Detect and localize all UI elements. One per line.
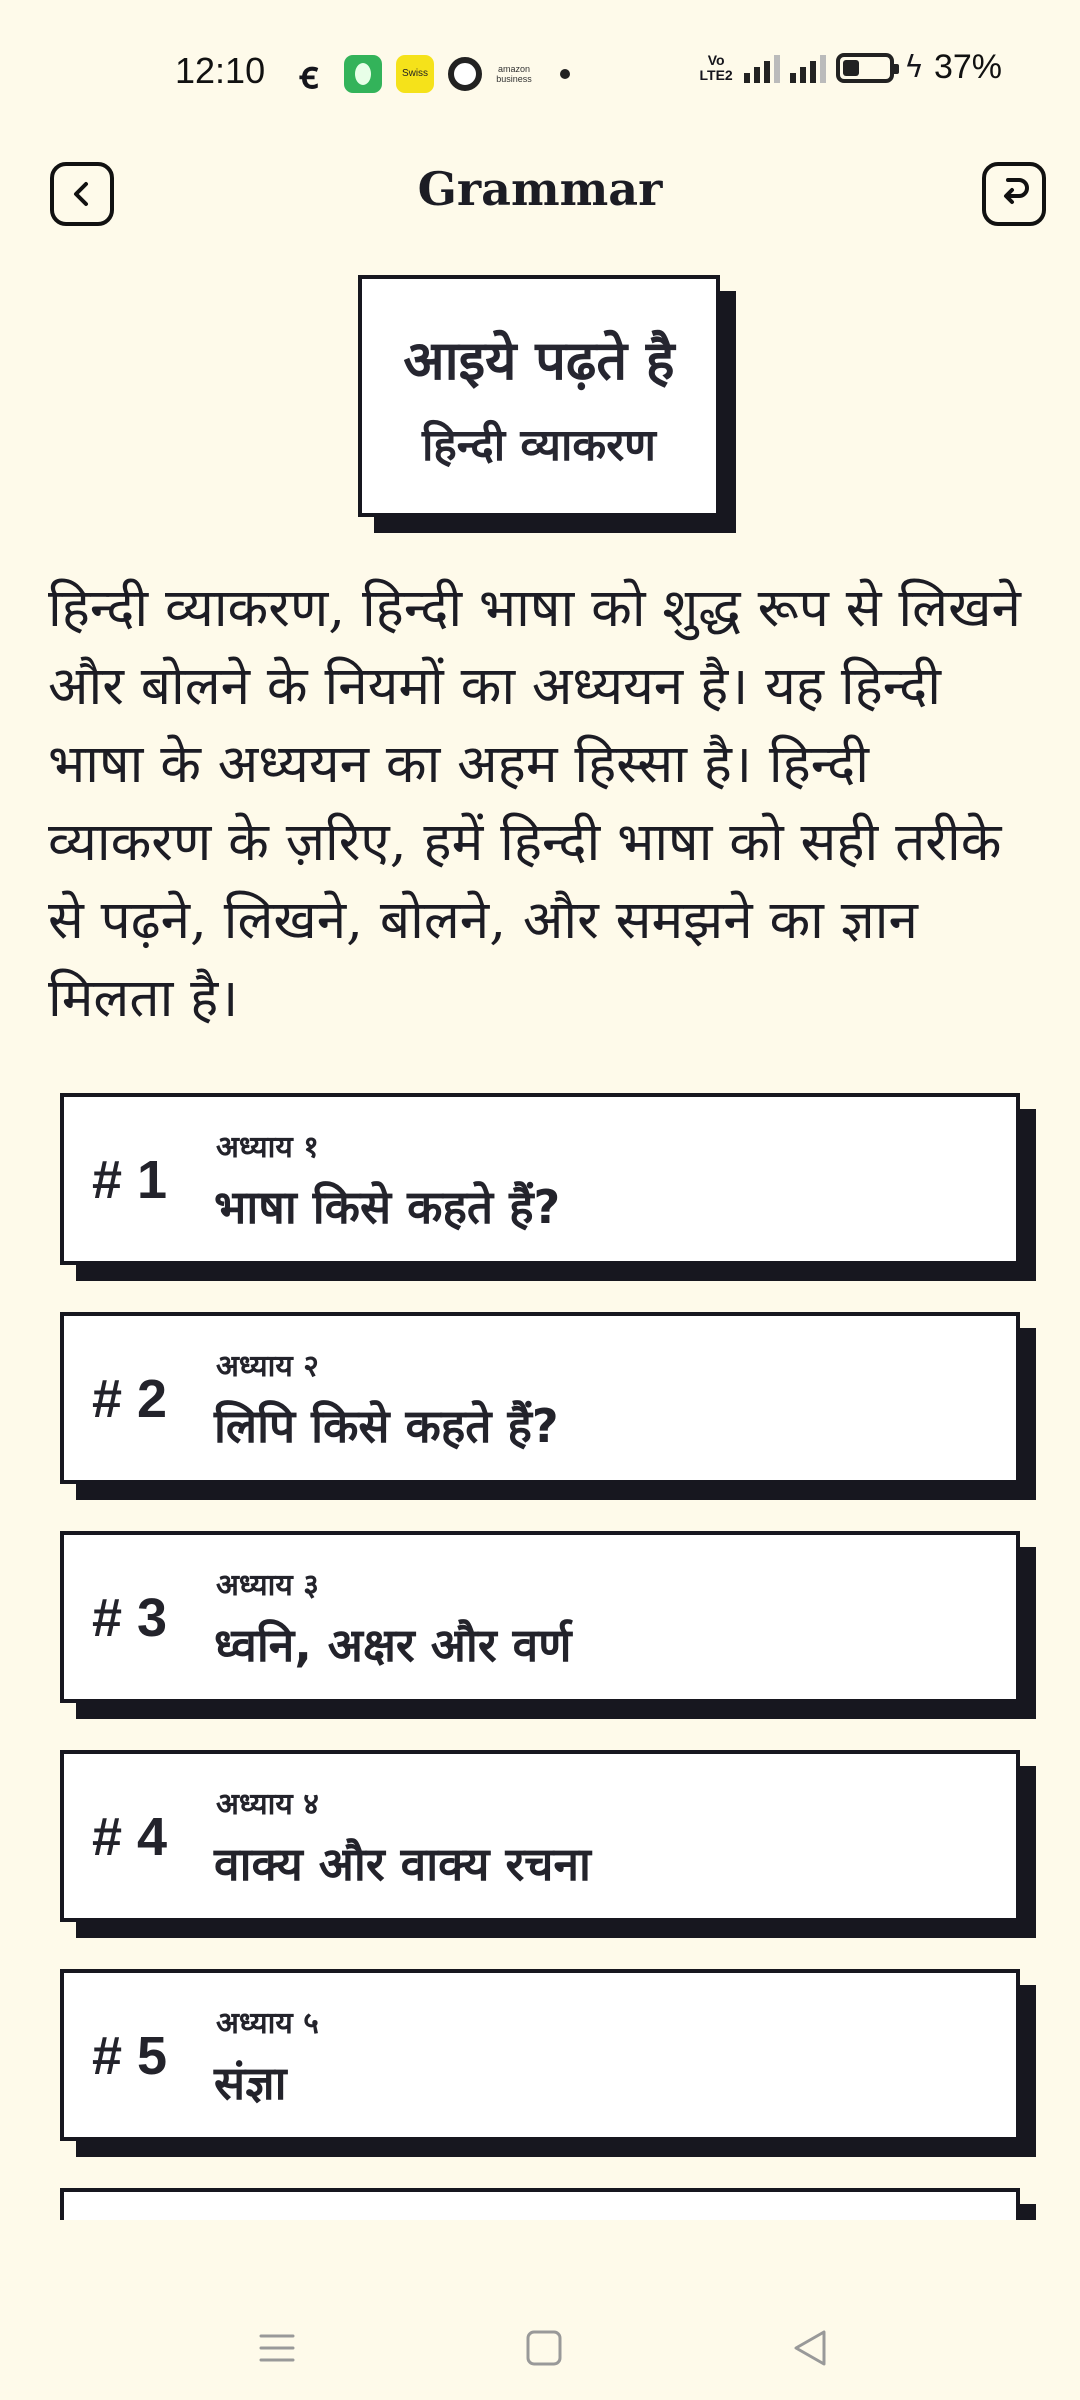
chapter-title: संज्ञा: [214, 2056, 287, 2110]
notification-icons: [300, 48, 570, 100]
yellow-app-icon: Swiss: [396, 55, 434, 93]
status-bar: [0, 0, 1080, 140]
system-nav-bar: [0, 2280, 1080, 2400]
ring-app-icon: [448, 57, 482, 91]
hero-card: [358, 275, 720, 517]
k-icon: ꞓ: [300, 55, 319, 97]
card-box[interactable]: [60, 2188, 1020, 2220]
hero-heading: आइये पढ़ते है: [403, 329, 675, 392]
back-triangle-icon: [790, 2328, 830, 2368]
system-icons: [698, 48, 1002, 87]
chapter-label: अध्याय ३: [216, 1568, 319, 1603]
battery-icon: [836, 53, 894, 83]
home-icon: [524, 2328, 564, 2368]
green-app-icon: [344, 55, 382, 93]
volte-icon: Vo LTE2: [699, 51, 733, 83]
battery-percent: 37%: [933, 48, 1002, 86]
chapter-label: अध्याय २: [216, 1349, 319, 1384]
chapter-number: # 1: [92, 1150, 168, 1210]
chapter-title: वाक्य और वाक्य रचना: [214, 1837, 591, 1891]
home-button[interactable]: [514, 2318, 574, 2378]
chapter-card[interactable]: [60, 1750, 1020, 1922]
card-box[interactable]: [60, 1750, 1020, 1922]
menu-icon: [257, 2328, 297, 2368]
card-box[interactable]: [60, 1969, 1020, 2141]
restart-button[interactable]: [982, 162, 1046, 226]
card-box[interactable]: [60, 1093, 1020, 1265]
chapter-title: ध्वनि, अक्षर और वर्ण: [214, 1618, 572, 1672]
chapter-card-partial[interactable]: [60, 2188, 1020, 2220]
back-nav-button[interactable]: [780, 2318, 840, 2378]
restart-icon: [994, 174, 1034, 214]
chapter-card[interactable]: [60, 1312, 1020, 1484]
chapter-number: # 3: [92, 1588, 168, 1648]
more-notifications-dot-icon: [560, 69, 570, 79]
signal-icon-2: [790, 53, 826, 83]
amazon-business-icon: amazon business: [496, 64, 532, 84]
card-box[interactable]: [60, 1531, 1020, 1703]
recent-apps-button[interactable]: [247, 2318, 307, 2378]
chapter-label: अध्याय १: [216, 1130, 319, 1165]
chapter-title: भाषा किसे कहते हैं?: [214, 1180, 561, 1234]
chapter-number: # 5: [92, 2026, 168, 2086]
status-time: 12:10: [175, 50, 266, 91]
chapter-list[interactable]: [60, 1093, 1040, 2220]
chapter-card[interactable]: [60, 1531, 1020, 1703]
chapter-title: लिपि किसे कहते हैं?: [214, 1399, 559, 1453]
chapter-label: अध्याय ४: [216, 1787, 319, 1822]
intro-paragraph: हिन्दी व्याकरण, हिन्दी भाषा को शुद्ध रूप से लिखने और बोलने के नियमों का अध्ययन है। यह हिन्दी भाषा के अध्ययन का अहम हिस्सा है। हिन्दी व्याकरण के ज़रिए, हमें हिन्दी भाषा को सही तरीके से पढ़ने, लिखने, बोलने, और समझने का ज्ञान मिलता है।: [48, 578, 1021, 1029]
page-title: Grammar: [417, 162, 663, 216]
hero-subheading: हिन्दी व्याकरण: [422, 420, 656, 471]
chapter-card[interactable]: [60, 1969, 1020, 2141]
app-header: [0, 150, 1080, 250]
chapter-number: # 4: [92, 1807, 168, 1867]
card-box[interactable]: [60, 1312, 1020, 1484]
chapter-label: अध्याय ५: [216, 2006, 319, 2041]
signal-icon-1: [744, 53, 780, 83]
chapter-number: # 2: [92, 1369, 168, 1429]
chapter-card[interactable]: [60, 1093, 1020, 1265]
charging-icon: ϟ: [904, 50, 924, 85]
hero-box: [358, 275, 720, 517]
